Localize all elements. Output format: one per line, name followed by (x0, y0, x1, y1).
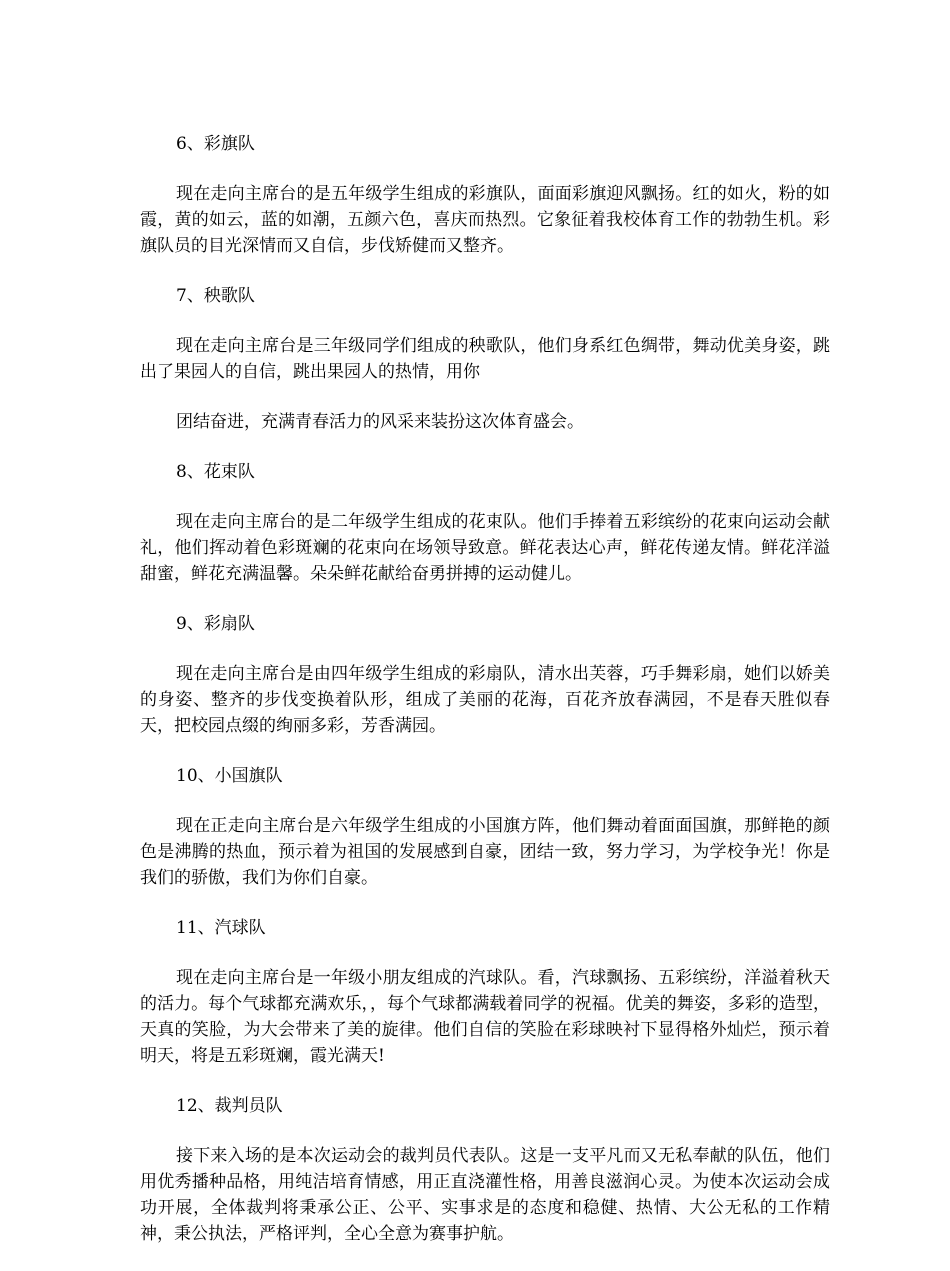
section-heading-9: 9、彩扇队 (176, 614, 255, 634)
section-paragraph-9: 现在走向主席台是由四年级学生组成的彩扇队，清水出芙蓉，巧手舞彩扇，她们以娇美的身姿、整齐的步伐变换着队形，组成了美丽的花海，百花齐放春满园，不是春天胜似春天，把校园点缀的绚丽多彩，芳香满园。 (140, 664, 830, 736)
section-paragraph-7: 现在走向主席台是三年级同学们组成的秧歌队，他们身系红色绸带，舞动优美身姿，跳出了果园人的自信，跳出果园人的热情，用你 (140, 336, 830, 382)
section-heading-11: 11、汽球队 (176, 918, 266, 938)
section-heading-7: 7、秧歌队 (176, 286, 255, 306)
section-paragraph-10: 现在正走向主席台是六年级学生组成的小国旗方阵，他们舞动着面面国旗，那鲜艳的颜色是沸腾的热血，预示着为祖国的发展感到自豪，团结一致，努力学习，为学校争光！你是我们的骄傲，我们为你们自豪。 (140, 816, 830, 888)
document-body (140, 131, 830, 1271)
section-heading-6: 6、彩旗队 (176, 134, 255, 154)
section-heading-10: 10、小国旗队 (176, 766, 283, 786)
section-paragraph-11: 现在走向主席台是一年级小朋友组成的汽球队。看，汽球飘扬、五彩缤纷，洋溢着秋天的活力。每个气球都充满欢乐，，每个气球都满载着同学的祝福。优美的舞姿，多彩的造型，天真的笑脸，为大会带来了美的旋律。他们自信的笑脸在彩球映衬下显得格外灿烂，预示着明天，将是五彩斑斓，霞光满天! (140, 968, 830, 1066)
section-paragraph-12: 接下来入场的是本次运动会的裁判员代表队。这是一支平凡而又无私奉献的队伍，他们用优秀播种品格，用纯洁培育情感，用正直浇灌性格，用善良滋润心灵。为使本次运动会成功开展，全体裁判将秉承公正、公平、实事求是的态度和稳健、热情、大公无私的工作精神，秉公执法，严格评判，全心全意为赛事护航。 (140, 1146, 830, 1244)
section-paragraph-8: 现在走向主席台的是二年级学生组成的花束队。他们手捧着五彩缤纷的花束向运动会献礼，他们挥动着色彩斑斓的花束向在场领导致意。鲜花表达心声，鲜花传递友情。鲜花洋溢甜蜜，鲜花充满温馨。朵朵鲜花献给奋勇拼搏的运动健儿。 (140, 512, 830, 584)
section-heading-8: 8、花束队 (176, 462, 255, 482)
section-paragraph-7-continued: 团结奋进，充满青春活力的风采来装扮这次体育盛会。 (176, 412, 584, 432)
section-paragraph-6: 现在走向主席台的是五年级学生组成的彩旗队，面面彩旗迎风飘扬。红的如火，粉的如霞，黄的如云，蓝的如潮，五颜六色，喜庆而热烈。它象征着我校体育工作的勃勃生机。彩旗队员的目光深情而又自信，步伐矫健而又整齐。 (140, 184, 830, 256)
section-heading-12: 12、裁判员队 (176, 1096, 283, 1116)
